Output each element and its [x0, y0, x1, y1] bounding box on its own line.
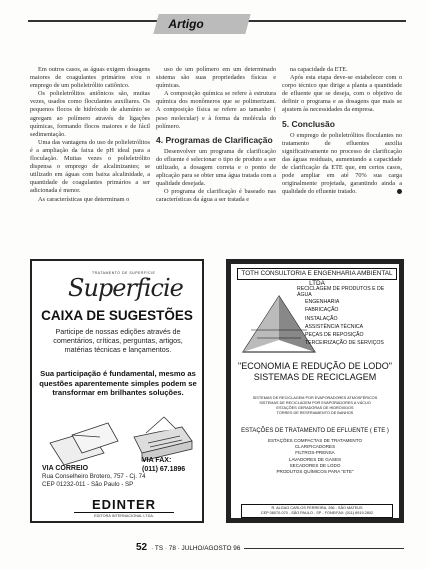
fax-label: VIA FAX: — [142, 457, 172, 464]
paragraph-text: O emprego de polieletrólitos floculantes no tratamento de efluentes auxilia significativamente no processo de clarificação das águas residuais, aumentando a capacidade de clarificação da ETE que, em certos casos, pode ampliar em até 70% sua carga originalmente projetada, garantindo ainda a qualidade do efluente tratado. — [282, 131, 402, 196]
service-item: PEÇAS DE REPOSIÇÃO — [305, 332, 364, 339]
page-number: 52 — [136, 542, 148, 553]
headline-line: SISTEMAS DE RECICLAGEM — [253, 371, 377, 382]
mail-address-line: Rua Conselheiro Brotero, 757 - Cj. 74 — [42, 473, 146, 480]
ete-item: PRODUTOS QUÍMICOS PARA "ETE" — [276, 469, 354, 475]
article-column-1 — [30, 66, 150, 204]
fax-number: (011) 67.1896 — [142, 465, 186, 473]
publisher-logo — [74, 497, 174, 518]
service-item: ENGENHARIA — [305, 299, 340, 305]
publisher-name: EDINTER — [74, 497, 174, 513]
toth-ad — [226, 259, 404, 523]
section-heading: 4. Programas de Clarificação — [156, 134, 273, 145]
article-column-3 — [282, 66, 402, 196]
system-item: TORRES DE RESFRIAMENTO DE BANHOS — [276, 411, 354, 415]
paragraph: As características que determinam o — [38, 195, 130, 203]
systems-list — [231, 396, 399, 416]
fax-contact — [142, 457, 185, 474]
address-line: R. ALGAO CARLOS FERREIRA, 266 - SÃO MATEUS — [271, 506, 363, 510]
system-item: SISTEMAS DE RECICLAGEM POR EVAPORADORES A VÁCUO — [259, 401, 371, 405]
ad-description: Participe de nossas edições através de comentários, críticas, perguntas, artigos, matérias técnicas e lançamentos. — [53, 327, 183, 354]
paragraph: na capacidade da ETE. — [290, 66, 348, 73]
address-line: CEP 08070-070 - SÃO PAULO - SP - FONE/FAX: (011) 6919.2802 — [260, 511, 374, 515]
service-item: TERCEIRIZAÇÃO DE SERVIÇOS — [305, 340, 384, 347]
logo-subtitle: TRATAMENTO DE SUPERFÍCIE — [92, 271, 156, 275]
paragraph: O programa de clarificação é baseado nas características da água a ser tratada e — [156, 188, 276, 204]
publisher-subtitle: EDITORA INTERNACIONAL LTDA. — [94, 514, 154, 518]
mail-contact — [42, 465, 146, 489]
article-column-2 — [156, 66, 276, 204]
paragraph: uso de um polímero em um determinado sistema são suas propriedades físicas e químicas. — [156, 66, 276, 90]
ete-heading: ESTAÇÕES DE TRATAMENTO DE EFLUENTE ( ETE ) — [241, 428, 389, 434]
ete-list — [231, 438, 399, 475]
ete-item: FILTROS-PRENSA — [295, 450, 335, 456]
service-item: FABRICAÇÃO — [305, 307, 339, 314]
ad-call-to-action: Sua participação é fundamental, mesmo as questões aparentemente simples podem se transformar em brilhantes soluções. — [39, 369, 197, 397]
mail-address-line: CEP 01232-011 - São Paulo - SP — [42, 481, 134, 488]
section-title: Artigo — [168, 17, 204, 31]
service-item: ASSISTÊNCIA TÉCNICA — [305, 323, 364, 330]
paragraph: Uma das vantagens do uso de polieletrólitos é a ampliação da faixa de pH ideal para a floculação. Muitas vezes o polieletrólito dispensa o emprego de alcalinizantes; se utilizado em águas com baixa alcalinidade, a quantidade de coagulantes primários a ser adicionada é menor. — [30, 138, 150, 195]
ete-item: ESTAÇÕES COMPACTAS DE TRATAMENTO — [267, 438, 363, 443]
page-footer — [136, 542, 244, 553]
toth-ad-content — [231, 264, 399, 518]
section-tab — [153, 14, 250, 34]
paragraph — [282, 132, 402, 197]
headline-line: "ECONOMIA E REDUÇÃO DE LODO" — [238, 361, 392, 371]
end-mark-icon — [397, 189, 402, 194]
paragraph: Em outros casos, as águas exigem dosagens maiores de coagulantes primários e/ou o emprego de um polieletrólito catiônico. — [30, 66, 150, 90]
section-heading: 5. Conclusão — [282, 118, 335, 129]
ad-title: CAIXA DE SUGESTÕES — [41, 308, 193, 323]
suggestion-box-ad — [30, 259, 204, 523]
service-item: INSTALAÇÃO — [305, 315, 338, 322]
ad-headline — [231, 361, 399, 382]
ete-item: LAVADORES DE GASES — [288, 456, 342, 462]
ete-item: SECADORES DE LODO — [289, 462, 341, 468]
paragraph: Os polieletrólitos aniônicos são, muitas vezes, usados como floculantes auxiliares. Os pequenos flocos de hidróxido de alumínio se agregam ao polímero através de ligações químicas, formando flocos maiores e de fácil sedimentação. — [30, 90, 150, 138]
recycling-heading: RECICLAGEM DE PRODUTOS E DE ÁGUA — [297, 286, 385, 298]
paragraph: Após esta etapa deve-se estabelecer com o corpo técnico que dirige a planta a quantidade de efluente que se deseja, com o objetivo de definir o programa e as dosagens que mais se ajustem às necessidades da empresa. — [282, 74, 402, 114]
ete-item: CLARIFICADORES — [294, 444, 336, 450]
services-list — [305, 298, 384, 348]
mail-label: VIA CORREIO — [42, 465, 89, 472]
company-address — [241, 504, 393, 518]
paragraph: A composição química se refere à estrutura química dos monômeros que se polimerizam. A composição física se refere ao tamanho ( peso molecular) e à forma da molécula do polímero. — [156, 90, 276, 130]
superficie-logo: Superficie — [68, 274, 183, 302]
system-item: SISTEMAS DE RECICLAGEM POR EVAPORADORES ATMOSFÉRICOS — [252, 396, 378, 400]
paragraph: Desenvolver um programa de clarificação do efluente é selecionar o tipo de produto a ser utilizado, a dosagem correta e o ponto de aplicação para se obter uma água tratada com a qualidade desejada. — [156, 147, 276, 188]
system-item: ESTAÇÕES GERADORAS DE HIDRÓXIDOS — [276, 406, 354, 410]
issue-info: · TS · 78 · JULHO/AGOSTO 96 — [151, 545, 241, 552]
company-name: TOTH CONSULTORIA E ENGENHARIA AMBIENTAL LTDA — [237, 268, 397, 280]
